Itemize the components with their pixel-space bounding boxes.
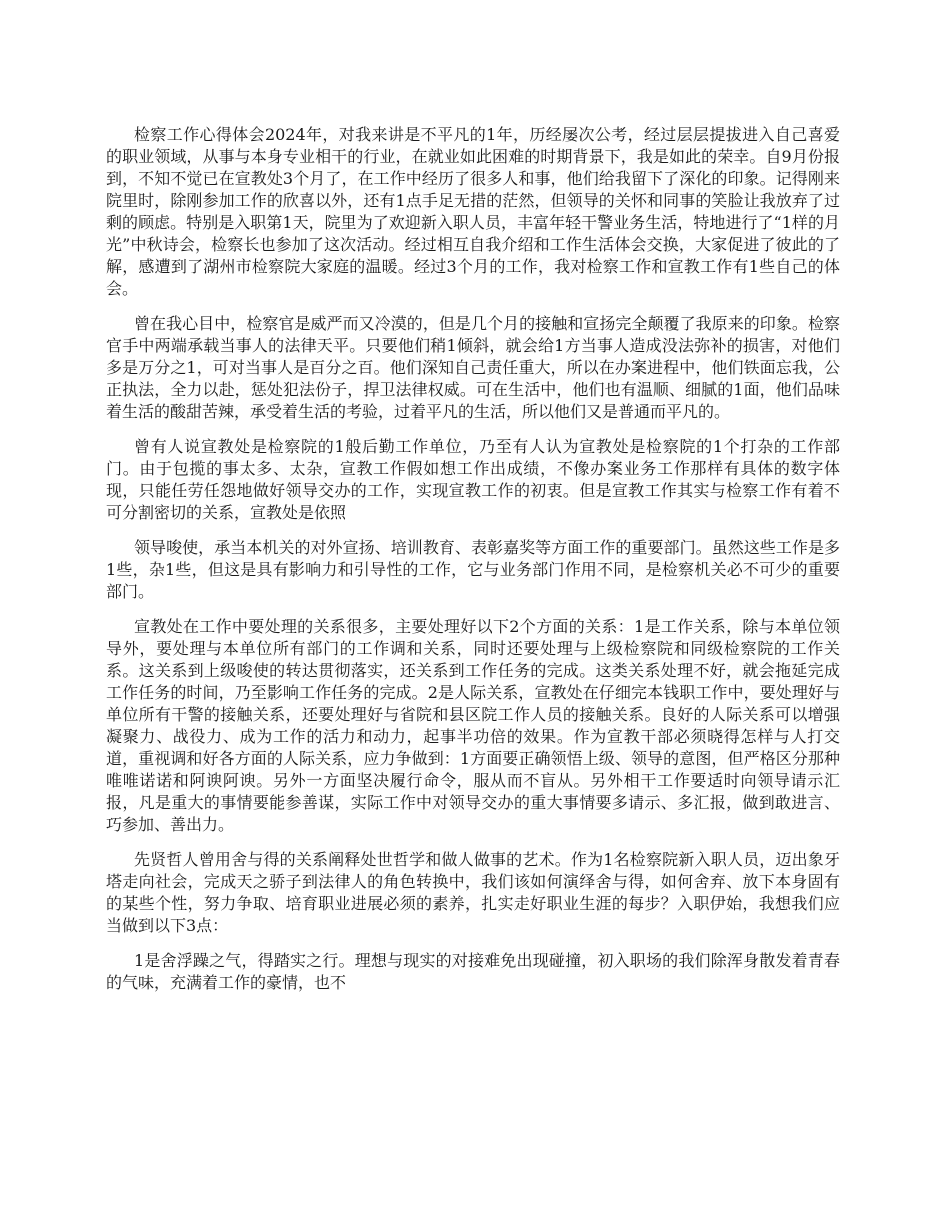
paragraph-3: 曾有人说宣教处是检察院的1般后勤工作单位，乃至有人认为宣教处是检察院的1个打杂的工作部门。由于包揽的事太多、太杂，宣教工作假如想工作出成绩，不像办案业务工作那样有具体的数字体现，只能任劳任怨地做好领导交办的工作，实现宣教工作的初衷。但是宣教工作其实与检察工作有着不可分割密切的关系，宣教处是依照 (106, 437, 840, 522)
paragraph-5: 宣教处在工作中要处理的关系很多，主要处理好以下2个方面的关系：1是工作关系，除与本单位领导外，要处理与本单位所有部门的工作调和关系，同时还要处理与上级检察院和同级检察院的工作关系。这关系到上级唆使的转达贯彻落实，还关系到工作任务的完成。这类关系处理不好，就会拖延完成工作任务的时间，乃至影响工作任务的完成。2是人际关系，宣教处在仔细完本钱职工作中，要处理好与单位所有干警的接触关系，还要处理好与省院和县区院工作人员的接触关系。良好的人际关系可以增强凝聚力、战役力、成为工作的活力和动力，起事半功倍的效果。作为宣教干部必须晓得怎样与人打交道，重视调和好各方面的人际关系，应力争做到：1方面要正确领悟上级、领导的意图，但严格区分那种唯唯诺诺和阿谀阿谀。另外一方面坚决履行命令，服从而不盲从。另外相干工作要适时向领导请示汇报，凡是重大的事情要能参善谋，实际工作中对领导交办的重大事情要多请示、多汇报，做到敢进言、巧参加、善出力。 (106, 617, 840, 834)
document-page (106, 124, 840, 1007)
paragraph-7: 1是舍浮躁之气，得踏实之行。理想与现实的对接难免出现碰撞，初入职场的我们除浑身散发着青春的气味，充满着工作的豪情，也不 (106, 951, 840, 992)
paragraph-4: 领导唆使，承当本机关的对外宣扬、培训教育、表彰嘉奖等方面工作的重要部门。虽然这些工作是多1些，杂1些，但这是具有影响力和引导性的工作，它与业务部门作用不同，是检察机关必不可少的重要部门。 (106, 538, 840, 601)
paragraph-6: 先贤哲人曾用舍与得的关系阐释处世哲学和做人做事的艺术。作为1名检察院新入职人员，迈出象牙塔走向社会，完成天之骄子到法律人的角色转换中，我们该如何演绎舍与得，如何舍弃、放下本身固有的某些个性，努力争取、培育职业进展必须的素养，扎实走好职业生涯的每步？入职伊始，我想我们应当做到以下3点： (106, 850, 840, 935)
paragraph-1: 检察工作心得体会2024年，对我来讲是不平凡的1年，历经屡次公考，经过层层提拔进入自己喜爱的职业领域，从事与本身专业相干的行业，在就业如此困难的时期背景下，我是如此的荣幸。自9月份报到，不知不觉已在宣教处3个月了，在工作中经历了很多人和事，他们给我留下了深化的印象。记得刚来院里时，除刚参加工作的欣喜以外，还有1点手足无措的茫然，但领导的关怀和同事的笑脸让我放弃了过剩的顾虑。特别是入职第1天，院里为了欢迎新入职人员，丰富年轻干警业务生活，特地进行了“1样的月光”中秋诗会，检察长也参加了这次活动。经过相互自我介绍和工作生活体会交换，大家促进了彼此的了解，感遭到了湖州市检察院大家庭的温暖。经过3个月的工作，我对检察工作和宣教工作有1些自己的体会。 (106, 125, 840, 298)
paragraph-2: 曾在我心目中，检察官是威严而又冷漠的，但是几个月的接触和宣扬完全颠覆了我原来的印象。检察官手中两端承载当事人的法律天平。只要他们稍1倾斜，就会给1方当事人造成没法弥补的损害，对他们多是万分之1，可对当事人是百分之百。他们深知自己责任重大，所以在办案进程中，他们铁面忘我，公正执法，全力以赴，惩处犯法份子，捍卫法律权威。可在生活中，他们也有温顺、细腻的1面，他们品味着生活的酸甜苦辣，承受着生活的考验，过着平凡的生活，所以他们又是普通而平凡的。 (106, 314, 840, 421)
